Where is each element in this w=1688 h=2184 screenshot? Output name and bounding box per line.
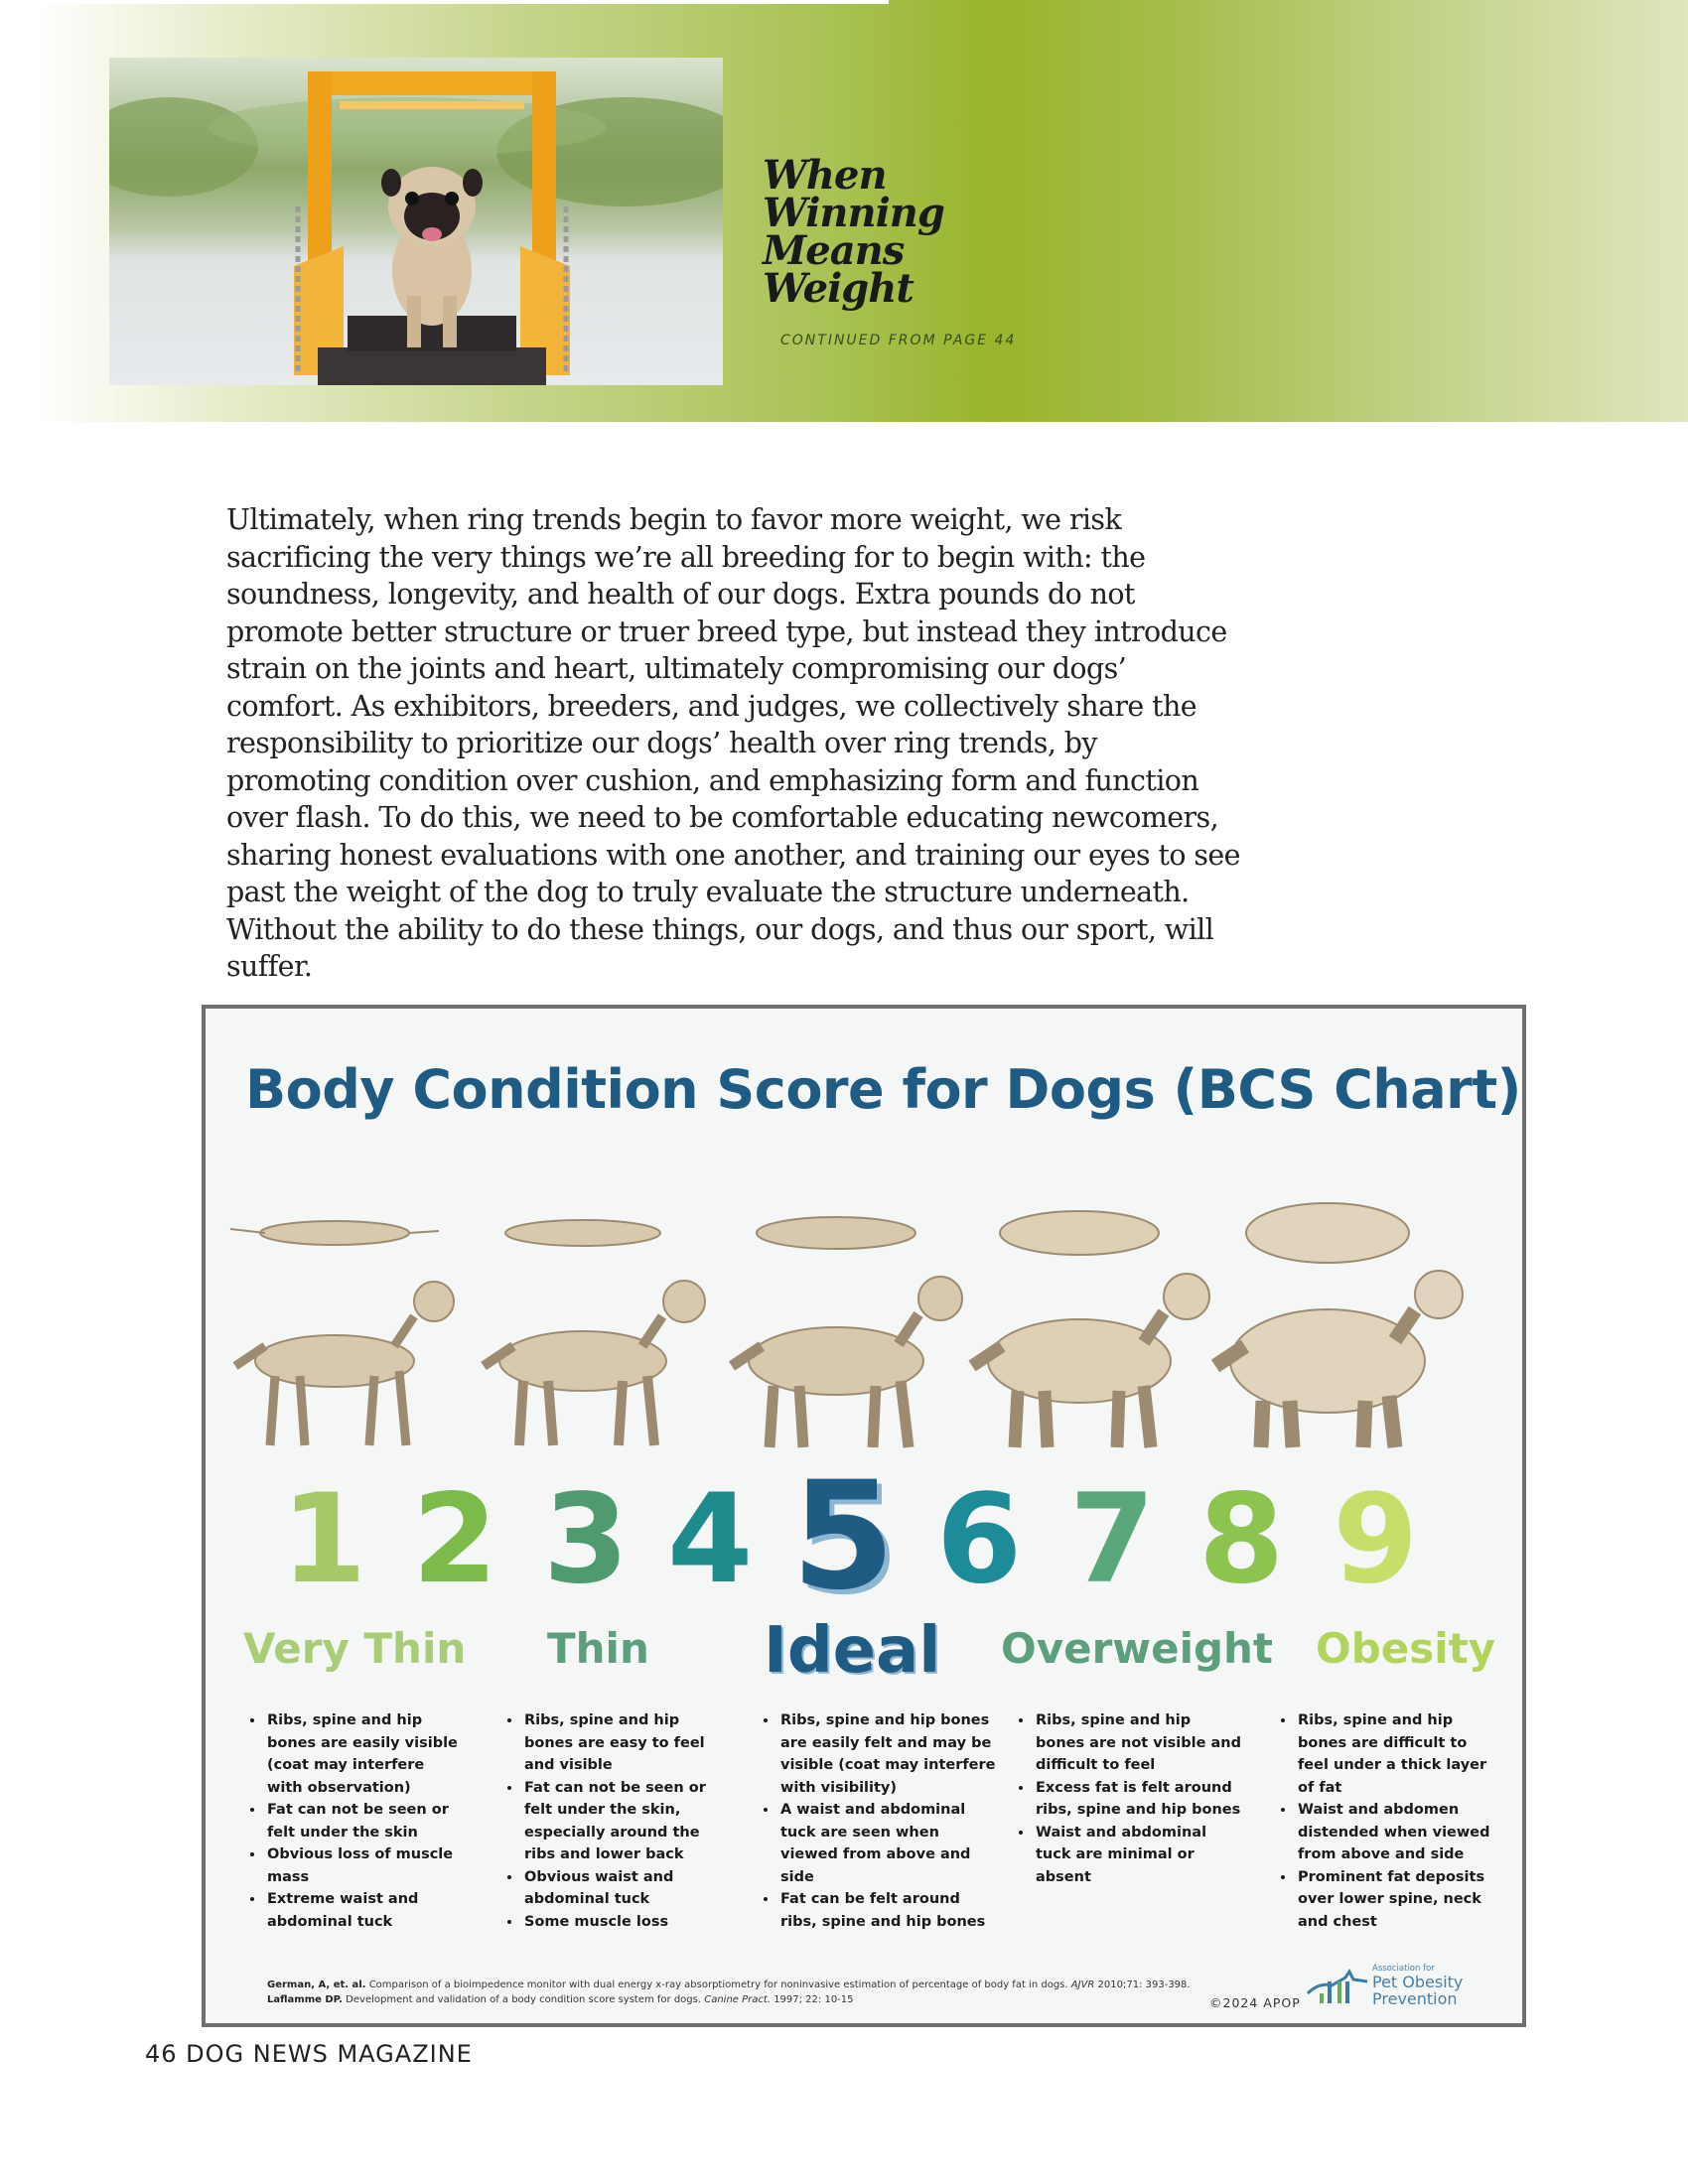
article-title: [763, 152, 1021, 312]
list-item: • Ribs, spine and hip bones are easily felt and may be visible (coat may interfere with visibility): [778, 1709, 997, 1799]
list-item: • Obvious loss of muscle mass: [265, 1843, 464, 1888]
category-label-very-thin: Very Thin: [243, 1624, 467, 1673]
reference-2: Laflamme DP. Development and validation of a body condition score system for dogs. Canine Pract. 1997; 22: 10-15: [267, 1994, 854, 2005]
title-line: When: [763, 152, 887, 199]
dog-figure-thin: [484, 1220, 705, 1445]
list-item: • Some muscle loss: [522, 1911, 721, 1934]
bullet-list-obesity: [1274, 1709, 1499, 1933]
reference-1: German, A, et. al. Comparison of a bioimpedence monitor with dual energy x-ray absorptiometry for noninvasive estimation of percentage of body fat in dogs. AJVR 2010;71: 393-398.: [267, 1979, 1191, 1990]
list-item: • Fat can be felt around ribs, spine and hip bones: [778, 1888, 997, 1933]
bullet-list-overweight: [1012, 1709, 1242, 1888]
list-item: • Ribs, spine and hip bones are difficult to feel under a thick layer of fat: [1296, 1709, 1499, 1799]
category-label-overweight: Overweight: [1001, 1624, 1274, 1673]
bcs-number-7: 7: [1069, 1468, 1156, 1611]
bcs-number-3: 3: [543, 1468, 630, 1611]
article-paragraph: Ultimately, when ring trends begin to favor more weight, we risk sacrificing the very things we’re all breeding for to begin with: the soundness, longevity, and health of our dogs. Extra pounds do not promote better structure or truer breed type, but instead they introduce strain on the joints and heart, ultimately compromising our dogs’ comfort. As exhibitors, breeders, and judges, we collectively share the responsibility to prioritize our dogs’ health over ring trends, by promoting condition over cushion, and emphasizing form and function over flash. To do this, we need to be comfortable educating newcomers, sharing honest evaluations with one another, and training our eyes to see past the weight of the dog to truly evaluate the structure underneath. Without the ability to do these things, our dogs, and thus our sport, will suffer.: [226, 503, 1240, 983]
category-label-obesity: Obesity: [1316, 1624, 1496, 1673]
bcs-number-6: 6: [936, 1468, 1023, 1611]
bcs-number-row: [206, 1450, 1522, 1623]
list-item: • Fat can not be seen or felt under the skin, especially around the ribs and lower back: [522, 1777, 721, 1866]
bcs-number-4: 4: [667, 1468, 754, 1611]
bullet-list-very-thin: [243, 1709, 464, 1933]
bcs-chart: [202, 1005, 1526, 2027]
dog-body-illustrations: [225, 1187, 1506, 1455]
apop-logo: [1306, 1964, 1494, 2009]
bcs-number-2: 2: [412, 1468, 498, 1611]
list-item: • A waist and abdominal tuck are seen when viewed from above and side: [778, 1799, 997, 1888]
pug-on-ramp-illustration: [109, 58, 723, 385]
dog-figure-overweight: [972, 1211, 1209, 1447]
banner-top-strip: [0, 0, 889, 4]
bcs-chart-title: Body Condition Score for Dogs (BCS Chart): [245, 1058, 1521, 1121]
title-line: Weight: [763, 265, 914, 312]
pug-photo: [109, 58, 723, 385]
apop-dog-icon: [1306, 1968, 1369, 2007]
title-line: Winning: [763, 190, 944, 236]
bullet-list-ideal: [757, 1709, 997, 1933]
category-label-ideal: Ideal: [764, 1614, 941, 1688]
list-item: • Ribs, spine and hip bones are easy to feel and visible: [522, 1709, 721, 1777]
list-item: • Obvious waist and abdominal tuck: [522, 1866, 721, 1911]
chart-copyright: ©2024 APOP: [1209, 1995, 1301, 2010]
list-item: • Fat can not be seen or felt under the skin: [265, 1799, 464, 1843]
bcs-number-9: 9: [1333, 1468, 1419, 1611]
logo-tagline: Association for: [1372, 1964, 1435, 1974]
list-item: • Extreme waist and abdominal tuck: [265, 1888, 464, 1933]
logo-name: Pet Obesity Prevention: [1372, 1973, 1464, 2008]
bcs-number-1: 1: [281, 1468, 367, 1611]
bullet-list-thin: [500, 1709, 721, 1933]
dog-figure-ideal: [732, 1217, 962, 1447]
list-item: • Ribs, spine and hip bones are not visible and difficult to feel: [1034, 1709, 1242, 1777]
list-item: • Excess fat is felt around ribs, spine and hip bones: [1034, 1777, 1242, 1822]
list-item: • Waist and abdominal tuck are minimal or absent: [1034, 1822, 1242, 1889]
list-item: • Waist and abdomen distended when viewed from above and side: [1296, 1799, 1499, 1866]
dog-figure-obese: [1215, 1203, 1463, 1447]
bcs-number-5: 5: [791, 1450, 896, 1623]
category-label-thin: Thin: [547, 1624, 649, 1673]
dog-figure-very-thin: [230, 1221, 454, 1445]
title-line: Means: [763, 227, 905, 274]
chart-references: [267, 1978, 1191, 2007]
page-footer: 46 DOG NEWS MAGAZINE: [145, 2040, 473, 2068]
list-item: • Ribs, spine and hip bones are easily visible (coat may interfere with observation): [265, 1709, 464, 1799]
list-item: • Prominent fat deposits over lower spine, neck and chest: [1296, 1866, 1499, 1934]
bcs-number-8: 8: [1198, 1468, 1285, 1611]
continued-from-note: CONTINUED FROM PAGE 44: [780, 333, 1017, 348]
